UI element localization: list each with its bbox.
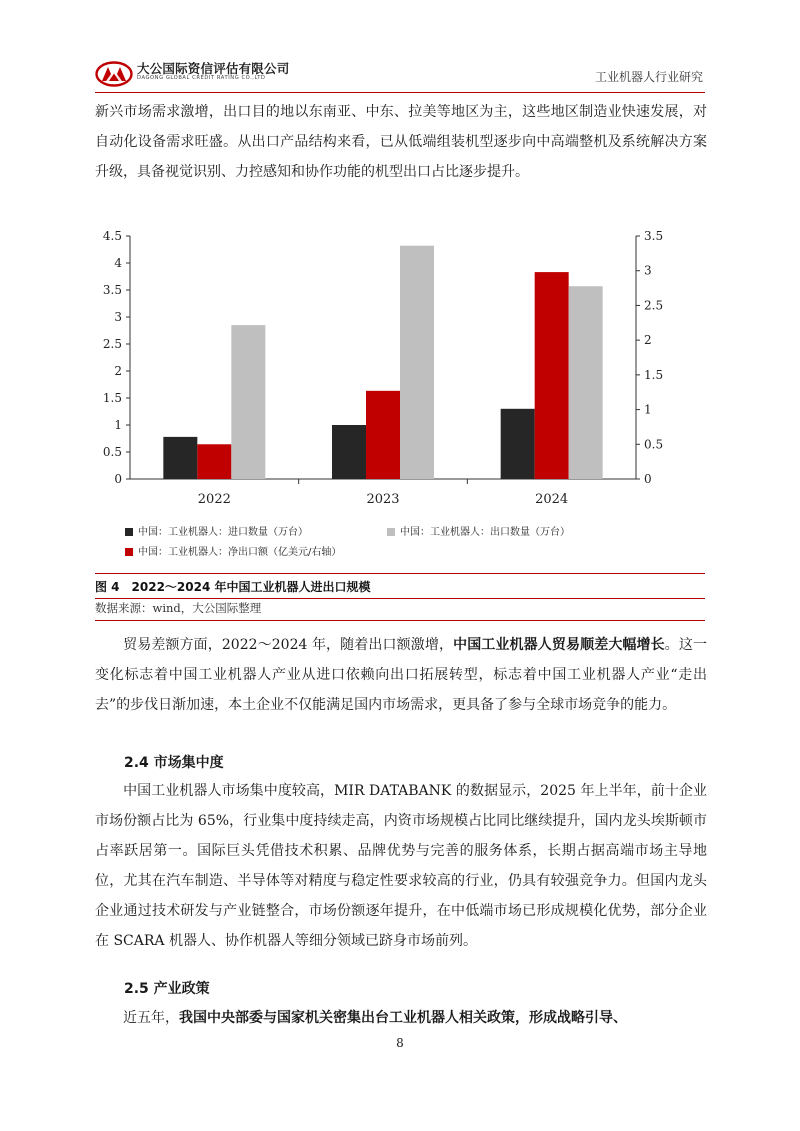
market-concentration-text: 中国工业机器人市场集中度较高，MIR DATABANK 的数据显示，2025 年上半年，前十企业市场份额占比为 65%，行业集中度持续走高，内资市场规模占比同比继续提升，国内龙头埃斯顿市占率跃居第一。国际巨头凭借技术积累、品牌优势与完善的服务体系，长期占据高端市场主导地位，尤其在汽车制造、半导体等对精度与稳定性要求较高的行业，仍具有较强竞争力。但国内龙头企业通过技术研发与产业链整合，市场份额逐年提升，在中低端市场已形成规模化优势，部分企业在 SCARA 机器人、协作机器人等细分领域已跻身市场前列。 <box>95 783 707 949</box>
trade-text-highlight: 中国工业机器人贸易顺差大幅增长 <box>453 637 665 653</box>
y-tick-label-right: 0 <box>644 472 652 486</box>
header-divider <box>95 92 705 93</box>
legend-swatch-net-export <box>125 548 133 556</box>
chart-legend <box>125 521 685 561</box>
legend-item-net-export <box>125 543 341 558</box>
legend-label-import: 中国：工业机器人：进口数量（万台） <box>138 527 308 538</box>
bar-2024-series-3 <box>569 286 603 479</box>
y-tick-label-right: 2 <box>644 333 652 348</box>
bar-2024-series-1 <box>501 409 535 479</box>
trade-text-lead: 贸易差额方面，2022～2024 年，随着出口额激增， <box>123 637 454 653</box>
bar-2023-series-2 <box>366 391 400 479</box>
y-tick-label-right: 0.5 <box>644 437 664 452</box>
y-tick-label-left: 1.5 <box>102 391 122 405</box>
intro-paragraph: 新兴市场需求激增，出口目的地以东南亚、中东、拉美等地区为主，这些地区制造业快速发展，对自动化设备需求旺盛。从出口产品结构来看，已从低端组装机型逐步向中高端整机及系统解决方案升级，具备视觉识别、力控感知和协作功能的机型出口占比逐步提升。 <box>95 104 707 180</box>
trade-text-rest: 。这一变化标志着中国工业机器人产业从进口依赖向出口拓展转型，标志着中国工业机器人产业“走出去”的步伐日渐加速，本土企业不仅能满足国内市场需求，更具备了参与全球市场竞争的能力。 <box>95 637 708 713</box>
bar-2023-series-3 <box>400 246 434 479</box>
policy-text-lead: 近五年， <box>123 1010 179 1026</box>
section-heading-2-5: 2.5 产业政策 <box>124 981 210 997</box>
y-tick-label-left: 2.5 <box>102 337 122 351</box>
x-tick-label: 2023 <box>366 492 400 507</box>
y-tick-label-left: 1 <box>114 418 122 432</box>
bar-2022-series-1 <box>163 437 197 479</box>
y-tick-label-right: 3.5 <box>644 229 664 243</box>
logo-english-name: DAGONG GLOBAL CREDIT RATING CO.,LTD <box>137 75 266 81</box>
bar-2024-series-2 <box>535 272 569 479</box>
x-tick-label: 2022 <box>197 492 231 507</box>
legend-label-net-export: 中国：工业机器人：净出口额（亿美元/右轴） <box>138 547 342 558</box>
legend-swatch-export <box>387 528 395 536</box>
y-tick-label-right: 1 <box>644 402 652 417</box>
y-tick-label-left: 0 <box>114 472 122 486</box>
section-heading-2-4: 2.4 市场集中度 <box>124 755 224 771</box>
figure-caption: 图 4 2022～2024 年中国工业机器人进出口规模 <box>95 580 371 594</box>
page-header <box>95 58 705 92</box>
bar-2022-series-2 <box>197 444 231 479</box>
x-tick-label: 2024 <box>535 492 569 507</box>
page-number: 8 <box>396 1036 404 1050</box>
dagong-logo-icon <box>95 60 133 88</box>
bar-2022-series-3 <box>231 325 265 479</box>
legend-item-import-qty <box>125 523 308 538</box>
legend-label-export: 中国：工业机器人：出口数量（万台） <box>400 527 570 538</box>
company-logo <box>95 58 295 90</box>
figure-rule-top <box>95 573 705 574</box>
legend-item-export-qty <box>387 523 570 538</box>
y-tick-label-left: 4 <box>114 256 122 270</box>
industry-policy-paragraph <box>95 1003 707 1033</box>
figure-source: 数据来源：wind，大公国际整理 <box>95 601 262 615</box>
logo-chinese-name: 大公国际资信评估有限公司 <box>137 61 290 76</box>
y-tick-label-right: 3 <box>644 263 652 278</box>
y-tick-label-left: 2 <box>114 364 122 378</box>
trade-balance-paragraph <box>95 630 707 720</box>
figure-rule-bottom <box>95 620 705 621</box>
y-tick-label-left: 4.5 <box>102 229 122 243</box>
y-tick-label-right: 2.5 <box>644 298 664 313</box>
y-tick-label-right: 1.5 <box>644 367 664 382</box>
policy-text-highlight: 我国中央部委与国家机关密集出台工业机器人相关政策，形成战略引导、 <box>179 1010 627 1026</box>
figure-rule-middle <box>95 598 705 599</box>
y-tick-label-left: 0.5 <box>102 445 122 459</box>
legend-swatch-import <box>125 528 133 536</box>
bar-2023-series-1 <box>332 425 366 479</box>
y-tick-label-left: 3 <box>114 310 122 324</box>
report-title: 工业机器人行业研究 <box>594 70 703 84</box>
y-tick-label-left: 3.5 <box>102 283 122 297</box>
import-export-bar-chart <box>90 222 690 517</box>
market-concentration-paragraph <box>95 776 707 956</box>
